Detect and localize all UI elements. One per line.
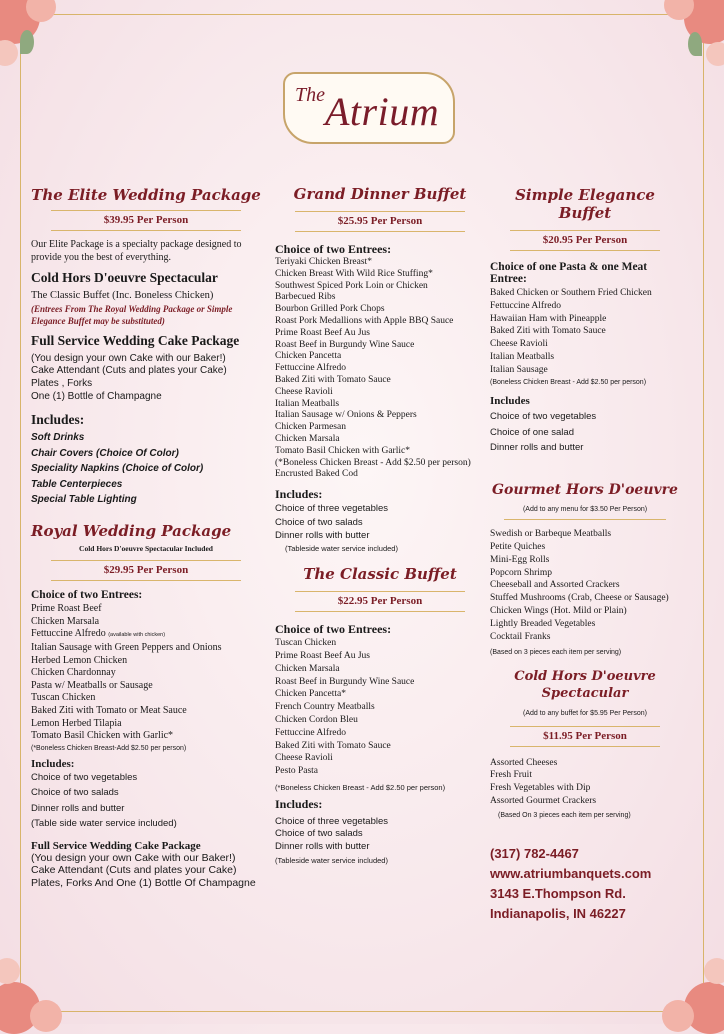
cold-title-line1: Cold Hors D'oeuvre <box>514 669 656 685</box>
cold-serving-note: (Based On 3 pieces each item per serving) <box>498 811 631 819</box>
middle-column <box>275 185 485 868</box>
list-item: Dinner rolls and butter <box>31 802 125 814</box>
list-item: Chicken Cordon Bleu <box>275 715 358 726</box>
cold-price: $11.95 Per Person <box>510 726 660 747</box>
list-item: Tomato Basil Chicken with Garlic* <box>31 730 174 742</box>
royal-entrees-title: Choice of two Entrees: <box>31 589 143 602</box>
elite-cake-list <box>31 365 261 403</box>
list-item: Southwest Spiced Pork Loin or Chicken <box>275 280 428 291</box>
simple-includes-title: Includes <box>490 395 530 408</box>
list-item: Roast Beef in Burgundy Wine Sauce <box>275 676 415 687</box>
list-item: Prime Roast Beef Au Jus <box>275 651 370 662</box>
list-item: Dinner rolls with butter <box>275 530 370 542</box>
elite-includes-list <box>31 430 261 508</box>
logo-the: The <box>295 84 325 106</box>
list-item: Chicken Marsala <box>275 663 340 674</box>
list-item: Baked Chicken or Southern Fried Chicken <box>490 288 652 298</box>
list-item: Swedish or Barbeque Meatballs <box>490 529 612 540</box>
elite-cake-design: (You design your own Cake with our Baker!) <box>31 352 226 364</box>
grand-includes-title: Includes: <box>275 487 323 502</box>
list-item: Choice of two salads <box>275 828 363 840</box>
grand-includes-list <box>275 502 485 543</box>
list-item: Tomato Basil Chicken with Garlic* <box>275 445 410 456</box>
list-item: Choice of two vegetables <box>31 771 138 783</box>
cold-title <box>490 668 680 702</box>
elite-cake-title: Full Service Wedding Cake Package <box>31 332 240 348</box>
royal-fettuccine: Fettuccine Alfredo <box>31 628 106 640</box>
list-item: Assorted Cheeses <box>490 757 558 768</box>
list-item: Choice of three vegetables <box>275 815 389 827</box>
list-item: Popcorn Shrimp <box>490 567 553 578</box>
classic-note: (*Boneless Chicken Breast - Add $2.50 per person) <box>275 783 446 792</box>
simple-choice-title: Choice of one Pasta & one Meat Entree: <box>490 261 648 285</box>
left-column <box>31 186 261 889</box>
contact-phone[interactable]: (317) 782-4467 <box>490 846 579 862</box>
elite-cold-title: Cold Hors D'oeuvre Spectacular <box>31 270 218 286</box>
list-item: Petite Quiches <box>490 542 546 553</box>
list-item: Pesto Pasta <box>275 766 319 777</box>
elite-price: $39.95 Per Person <box>51 210 241 231</box>
list-item: Plates , Forks <box>31 377 93 389</box>
floral-corner-bottom-left <box>0 954 70 1024</box>
royal-includes-title: Includes: <box>31 757 75 770</box>
simple-price: $20.95 Per Person <box>510 230 660 251</box>
classic-title: The Classic Buffet <box>303 565 457 584</box>
list-item: Italian Meatballs <box>490 351 555 362</box>
elite-intro: Our Elite Package is a specialty package designed to provide you the best of everything. <box>31 239 242 263</box>
list-item: Choice of two vegetables <box>490 411 597 423</box>
list-item <box>31 628 261 642</box>
list-item: Table Centerpieces <box>31 478 123 490</box>
list-item: Italian Sausage w/ Onions & Peppers <box>275 410 417 421</box>
list-item: Prime Roast Beef <box>31 603 102 615</box>
gourmet-items-list <box>490 528 680 643</box>
list-item: Tuscan Chicken <box>31 692 96 704</box>
list-item: Stuffed Mushrooms (Crab, Cheese or Sausage) <box>490 593 669 604</box>
grand-water-note: (Tableside water service included) <box>285 543 398 553</box>
list-item: Cheese Ravioli <box>275 386 333 397</box>
list-item: Prime Roast Beef Au Jus <box>275 327 370 338</box>
list-item: Fresh Vegetables with Dip <box>490 783 591 794</box>
royal-price: $29.95 Per Person <box>51 560 241 581</box>
list-item: Choice of three vegetables <box>275 503 389 515</box>
royal-includes-list <box>31 770 261 832</box>
classic-entrees-list <box>275 637 485 778</box>
list-item: Barbecued Ribs <box>275 292 336 303</box>
list-item: Baked Ziti with Tomato Sauce <box>275 374 391 385</box>
simple-includes-list <box>490 409 680 456</box>
list-item: Chicken Marsala <box>31 615 100 627</box>
simple-entrees-list <box>490 287 680 377</box>
gourmet-title: Gourmet Hors D'oeuvre <box>492 481 678 498</box>
list-item: Choice of one salad <box>490 426 574 438</box>
royal-cake-list <box>31 852 261 890</box>
list-item: Dinner rolls with butter <box>275 840 370 852</box>
list-item: Cake Attendant (Cuts and plates your Cake) <box>31 365 227 377</box>
list-item: Chicken Pancetta <box>275 351 342 362</box>
list-item: Baked Ziti with Tomato Sauce <box>490 326 606 337</box>
list-item: Cocktail Franks <box>490 631 551 642</box>
list-item: Cheese Ravioli <box>490 339 548 350</box>
list-item: Baked Ziti with Tomato Sauce <box>275 740 391 751</box>
list-item: Chicken Parmesan <box>275 422 346 433</box>
list-item: Dinner rolls and butter <box>490 442 584 454</box>
list-item: Baked Ziti with Tomato or Meat Sauce <box>31 705 187 716</box>
right-column <box>490 186 680 924</box>
list-item: Chicken Chardonnay <box>31 667 116 679</box>
contact-website[interactable]: www.atriumbanquets.com <box>490 866 652 882</box>
royal-fettuccine-note: (available with chicken) <box>108 632 166 639</box>
royal-note: (*Boneless Chicken Breast-Add $2.50 per person) <box>31 744 187 752</box>
list-item: Cheeseball and Assorted Crackers <box>490 580 620 591</box>
list-item: Italian Sausage <box>490 364 548 375</box>
elite-classic-buffet: The Classic Buffet (Inc. Boneless Chicken) <box>31 290 214 302</box>
classic-water-note: (Tableside water service included) <box>275 856 388 866</box>
list-item: Chicken Marsala <box>275 433 340 444</box>
list-item: Plates, Forks And One (1) Bottle Of Champagne <box>31 876 256 889</box>
list-item: One (1) Bottle of Champagne <box>31 390 162 402</box>
cold-add-note: (Add to any buffet for $5.95 Per Person) <box>522 710 647 718</box>
list-item: Choice of two salads <box>275 516 363 528</box>
list-item: Fettuccine Alfredo <box>275 727 346 738</box>
contact-city: Indianapolis, IN 46227 <box>490 906 626 922</box>
classic-entrees-title: Choice of two Entrees: <box>275 622 392 637</box>
royal-cake-title: Full Service Wedding Cake Package <box>31 839 201 852</box>
contact-street: 3143 E.Thompson Rd. <box>490 886 626 902</box>
cold-title-line2: Spectacular <box>541 686 629 702</box>
list-item: Italian Sausage with Green Peppers and Onions <box>31 642 222 654</box>
cold-items-list <box>490 757 680 808</box>
list-item: Cheese Ravioli <box>275 753 333 764</box>
list-item: Italian Meatballs <box>275 398 340 409</box>
atrium-logo <box>283 72 455 144</box>
list-item: Assorted Gourmet Crackers <box>490 796 597 807</box>
list-item: Lemon Herbed Tilapia <box>31 717 122 729</box>
gourmet-serving-note: (Based on 3 pieces each item per serving) <box>490 649 622 657</box>
classic-includes-list <box>275 816 485 854</box>
elite-includes-title: Includes: <box>31 412 85 428</box>
list-item: Choice of two salads <box>31 787 119 799</box>
grand-entrees-list <box>275 257 485 481</box>
list-item: (Table side water service included) <box>31 818 177 830</box>
contact-block <box>490 844 680 924</box>
floral-corner-bottom-right <box>654 954 724 1024</box>
list-item: Teriyaki Chicken Breast* <box>275 257 372 267</box>
grand-title: Grand Dinner Buffet <box>293 185 467 203</box>
list-item: (You design your own Cake with our Baker!) <box>31 851 236 864</box>
royal-title: Royal Wedding Package <box>31 521 232 540</box>
royal-entrees-list <box>31 603 261 743</box>
list-item: Encrusted Baked Cod <box>275 469 358 480</box>
classic-includes-title: Includes: <box>275 796 323 811</box>
classic-price: $22.95 Per Person <box>295 591 465 612</box>
list-item: Pasta w/ Meatballs or Sausage <box>31 679 153 691</box>
list-item: Mini-Egg Rolls <box>490 554 550 565</box>
simple-title: Simple Elegance Buffet <box>515 186 655 222</box>
list-item: Soft Drinks <box>31 432 85 444</box>
list-item: Lightly Breaded Vegetables <box>490 618 596 629</box>
elite-substitute-note: (Entrees From The Royal Wedding Package or Simple Elegance Buffet may be substituted) <box>31 303 233 326</box>
list-item: Speciality Napkins (Choice of Color) <box>31 463 204 475</box>
list-item: Fresh Fruit <box>490 770 532 781</box>
list-item: Chair Covers (Choice Of Color) <box>31 447 179 459</box>
list-item: Chicken Breast With Wild Rice Stuffing* <box>275 268 433 279</box>
list-item: French Country Meatballs <box>275 702 375 713</box>
gourmet-add-note: (Add to any menu for $3.50 Per Person) <box>504 504 666 521</box>
list-item: Chicken Wings (Hot. Mild or Plain) <box>490 606 627 617</box>
list-item: Special Table Lighting <box>31 494 137 506</box>
list-item: Herbed Lemon Chicken <box>31 654 128 666</box>
list-item: Tuscan Chicken <box>275 638 337 649</box>
royal-subtitle: Cold Hors D'oeuvre Spectacular Included <box>79 543 213 553</box>
list-item: Cake Attendant (Cuts and plates your Cake) <box>31 864 237 877</box>
list-item: Roast Pork Medallions with Apple BBQ Sauce <box>275 315 454 326</box>
elite-title: The Elite Wedding Package <box>31 186 261 204</box>
list-item: Roast Beef in Burgundy Wine Sauce <box>275 339 415 350</box>
simple-note: (Boneless Chicken Breast - Add $2.50 per person) <box>490 378 647 386</box>
list-item: Chicken Pancetta* <box>275 689 346 700</box>
list-item: Fettuccine Alfredo <box>490 300 561 311</box>
floral-corner-top-right <box>654 0 724 70</box>
grand-entrees-title: Choice of two Entrees: <box>275 242 392 256</box>
list-item: (*Boneless Chicken Breast - Add $2.50 per person) <box>275 457 471 468</box>
grand-price: $25.95 Per Person <box>295 211 465 232</box>
list-item: Fettuccine Alfredo <box>275 363 346 374</box>
list-item: Bourbon Grilled Pork Chops <box>275 304 385 315</box>
list-item: Hawaiian Ham with Pineapple <box>490 313 607 324</box>
logo-name: Atrium <box>325 89 440 134</box>
floral-corner-top-left <box>0 0 70 70</box>
